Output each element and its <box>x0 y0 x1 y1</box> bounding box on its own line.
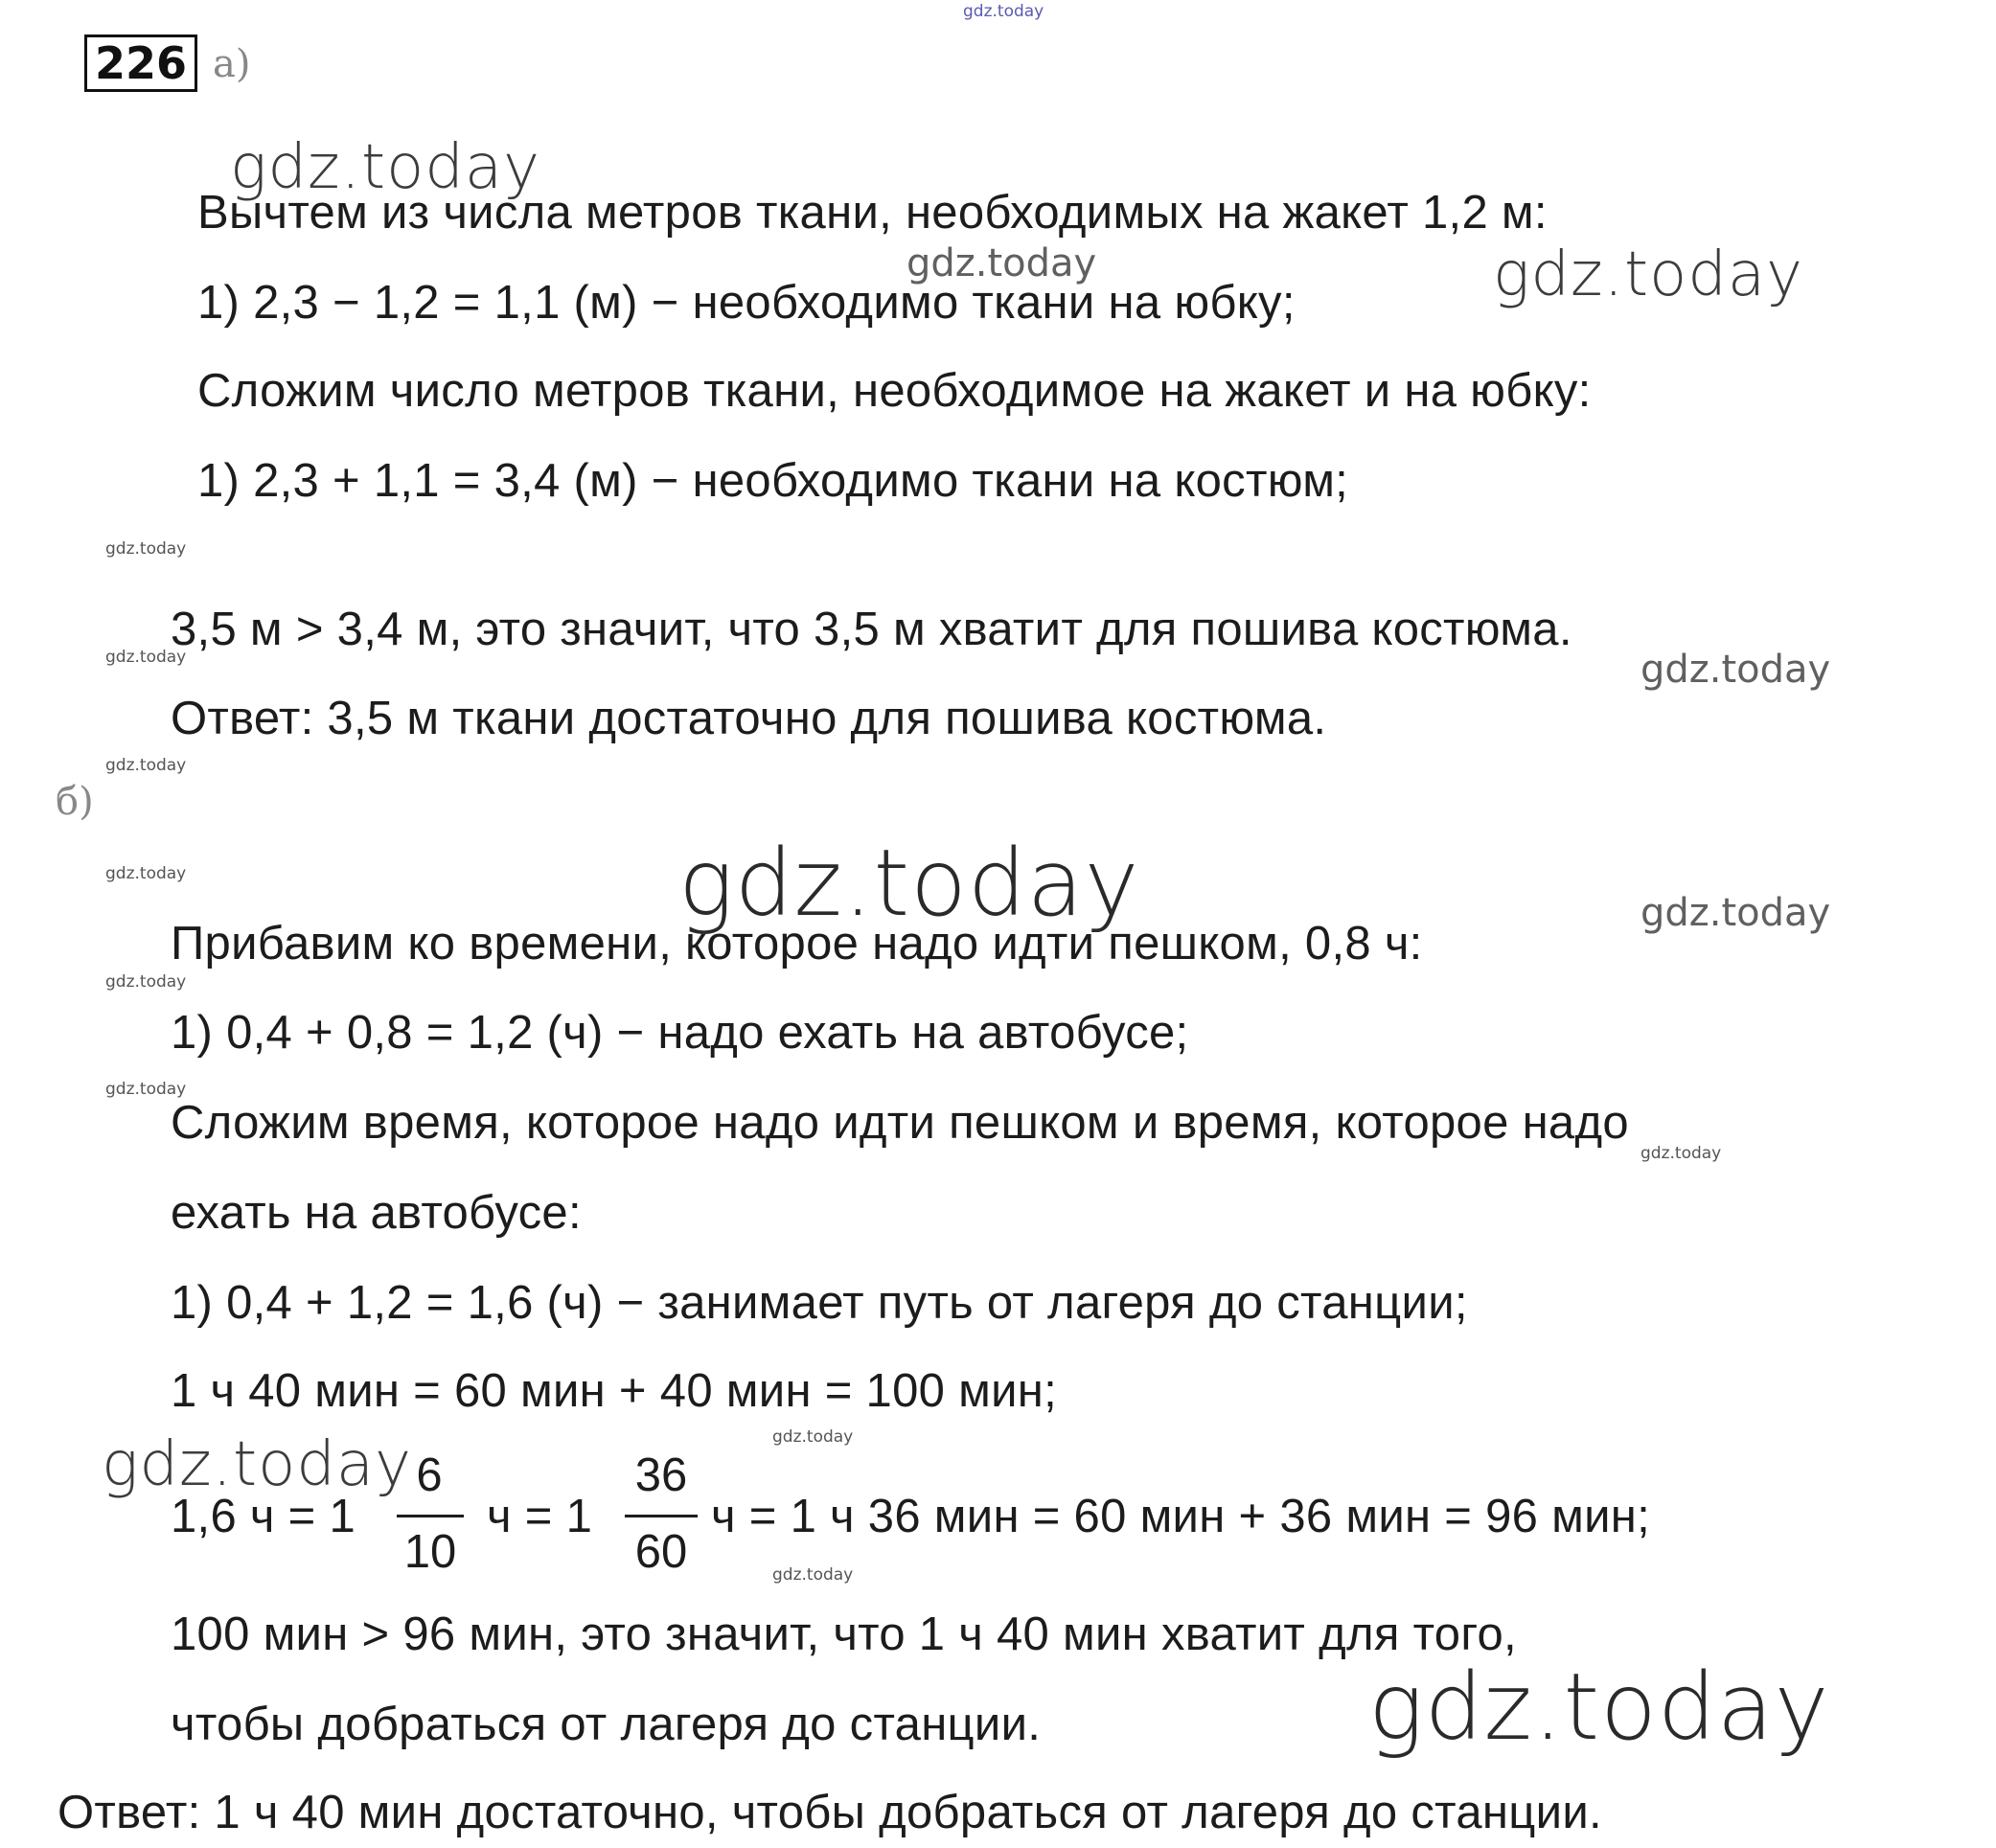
fraction-1-bar <box>397 1515 464 1517</box>
watermark: gdz.today <box>1640 1144 1722 1163</box>
fraction-line-start: 1,6 ч = 1 <box>171 1491 356 1542</box>
watermark: gdz.today <box>105 756 187 775</box>
part-a-conclusion: 3,5 м > 3,4 м, это значит, что 3,5 м хватит для пошива костюма. <box>171 604 1572 655</box>
watermark: gdz.today <box>230 132 540 203</box>
part-b-line-6: 1 ч 40 мин = 60 мин + 40 мин = 100 мин; <box>171 1365 1058 1417</box>
part-a-label: а) <box>213 42 251 86</box>
task-number: 226 <box>84 34 197 92</box>
part-a-answer: Ответ: 3,5 м ткани достаточно для пошива костюма. <box>171 693 1327 744</box>
watermark: gdz.today <box>105 1080 187 1099</box>
part-b-line-2: 1) 0,4 + 0,8 = 1,2 (ч) − надо ехать на автобусе; <box>171 1007 1189 1059</box>
fraction-1-numerator: 6 <box>416 1449 443 1501</box>
watermark: gdz.today <box>102 1429 412 1500</box>
part-b-conclusion-1: 100 мин > 96 мин, это значит, что 1 ч 40 мин хватит для того, <box>171 1608 1517 1660</box>
part-b-conclusion-2: чтобы добраться от лагеря до станции. <box>171 1699 1042 1750</box>
part-b-answer: Ответ: 1 ч 40 мин достаточно, чтобы добраться от лагеря до станции. <box>57 1787 1602 1838</box>
watermark: gdz.today <box>678 830 1140 937</box>
part-b-line-1: Прибавим ко времени, которое надо идти пешком, 0,8 ч: <box>171 918 1423 970</box>
watermark: gdz.today <box>1493 240 1803 310</box>
watermark: gdz.today <box>1640 648 1831 692</box>
watermark: gdz.today <box>105 864 187 883</box>
part-b-line-3: Сложим время, которое надо идти пешком и время, которое надо <box>171 1097 1629 1149</box>
fraction-2-denominator: 60 <box>634 1526 688 1578</box>
watermark: gdz.today <box>105 539 187 559</box>
fraction-line-end: ч = 1 ч 36 мин = 60 мин + 36 мин = 96 мин; <box>711 1491 1651 1542</box>
fraction-2-bar <box>625 1515 698 1517</box>
part-b-line-5: 1) 0,4 + 1,2 = 1,6 (ч) − занимает путь от лагеря до станции; <box>171 1277 1468 1329</box>
watermark: gdz.today <box>1368 1654 1830 1761</box>
part-a-line-1: Вычтем из числа метров ткани, необходимых на жакет 1,2 м: <box>197 187 1548 239</box>
watermark: gdz.today <box>1640 891 1831 935</box>
part-b-label: б) <box>56 780 94 824</box>
watermark: gdz.today <box>906 241 1097 285</box>
part-a-line-4: 1) 2,3 + 1,1 = 3,4 (м) − необходимо ткани на костюм; <box>197 455 1349 507</box>
fraction-line-middle: ч = 1 <box>487 1491 593 1542</box>
part-a-line-2: 1) 2,3 − 1,2 = 1,1 (м) − необходимо ткани на юбку; <box>197 277 1296 329</box>
watermark-top: gdz.today <box>963 2 1044 21</box>
watermark: gdz.today <box>772 1565 854 1585</box>
watermark: gdz.today <box>772 1427 854 1447</box>
part-b-line-4: ехать на автобусе: <box>171 1187 582 1239</box>
watermark: gdz.today <box>105 648 187 667</box>
part-a-line-3: Сложим число метров ткани, необходимое на жакет и на юбку: <box>197 365 1592 417</box>
watermark: gdz.today <box>105 972 187 992</box>
fraction-2-numerator: 36 <box>634 1449 688 1501</box>
fraction-1-denominator: 10 <box>403 1526 457 1578</box>
